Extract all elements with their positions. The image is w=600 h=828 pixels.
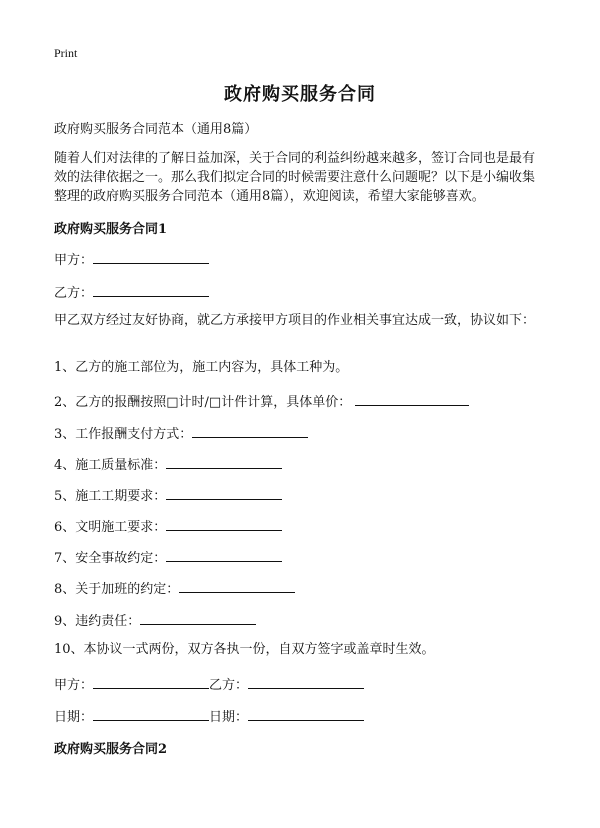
party-a-label: 甲方： <box>54 253 94 268</box>
clause-5-label: 5、施工工期要求： <box>54 489 167 504</box>
clause-7-label: 7、安全事故约定： <box>54 551 167 566</box>
clause-5 <box>54 485 282 506</box>
document-title: 政府购买服务合同 <box>224 84 376 105</box>
clause-9-blank <box>140 610 256 625</box>
clause-7 <box>54 547 282 568</box>
clause-4-label: 4、施工质量标准： <box>54 458 167 473</box>
clause-10: 10、本协议一式两份，双方各执一份，自双方签字或盖章时生效。 <box>54 642 435 657</box>
clause-2-label: 2、乙方的报酬按照□计时/□计件计算，具体单价： <box>54 395 352 410</box>
clause-4 <box>54 454 282 475</box>
party-a-line <box>54 249 209 270</box>
clause-6-blank <box>166 516 282 531</box>
sign-a-label: 甲方： <box>54 678 94 693</box>
clause-5-blank <box>166 485 282 500</box>
signature-line <box>54 674 364 695</box>
clause-8-label: 8、关于加班的约定： <box>54 582 180 597</box>
sign-a-blank <box>93 674 209 689</box>
clause-8-blank <box>179 578 295 593</box>
date-a-blank <box>93 706 209 721</box>
date-b-blank <box>248 706 364 721</box>
sign-b-label: 乙方： <box>209 678 249 693</box>
document-subtitle: 政府购买服务合同范本（通用8篇） <box>54 122 258 137</box>
clause-2 <box>54 391 469 412</box>
clause-7-blank <box>166 547 282 562</box>
clause-6-label: 6、文明施工要求： <box>54 520 167 535</box>
section-2-heading: 政府购买服务合同2 <box>54 742 168 757</box>
clause-9-label: 9、违约责任： <box>54 614 141 629</box>
party-b-blank <box>93 282 209 297</box>
party-b-line <box>54 282 209 303</box>
clause-3 <box>54 423 308 444</box>
clause-3-blank <box>192 423 308 438</box>
section-1-heading: 政府购买服务合同1 <box>54 222 168 237</box>
sign-b-blank <box>248 674 364 689</box>
clause-9 <box>54 610 256 631</box>
clause-2-blank <box>355 391 469 406</box>
party-a-blank <box>93 249 209 264</box>
intro-paragraph: 随着人们对法律的了解日益加深，关于合同的利益纠纷越来越多，签订合同也是最有效的法律依据之一。那么我们拟定合同的时候需要注意什么问题呢？以下是小编收集整理的政府购买服务合同范本（通用8篇），欢迎阅读，希望大家能够喜欢。 <box>54 151 536 204</box>
print-link[interactable]: Print <box>54 46 78 60</box>
date-line <box>54 706 364 727</box>
clause-8 <box>54 578 295 599</box>
clause-6 <box>54 516 282 537</box>
clause-4-blank <box>166 454 282 469</box>
party-b-label: 乙方： <box>54 286 94 301</box>
agreement-paragraph: 甲乙双方经过友好协商，就乙方承接甲方项目的作业相关事宜达成一致，协议如下： <box>54 313 536 328</box>
date-a-label: 日期： <box>54 710 94 725</box>
date-b-label: 日期： <box>209 710 249 725</box>
clause-1: 1、乙方的施工部位为，施工内容为，具体工种为。 <box>54 360 349 375</box>
clause-3-label: 3、工作报酬支付方式： <box>54 427 193 442</box>
